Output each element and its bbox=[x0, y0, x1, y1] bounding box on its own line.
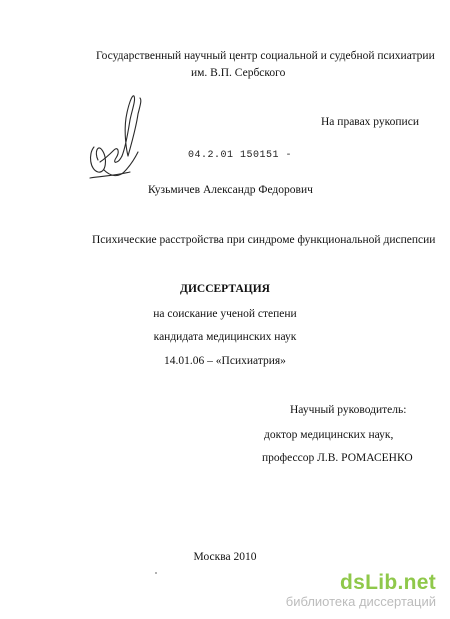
institution-line: Государственный научный центр социальной и судебной психиатрии bbox=[96, 50, 435, 62]
city-year: Москва 2010 bbox=[193, 551, 257, 563]
specialty-line: 14.01.06 – «Психиатрия» bbox=[164, 355, 286, 367]
signature-image bbox=[84, 92, 150, 192]
document-type: ДИССЕРТАЦИЯ bbox=[180, 283, 270, 295]
dissertation-title: Психические расстройства при синдроме функциональной диспепсии bbox=[92, 234, 436, 246]
rights-note: На правах рукописи bbox=[321, 116, 419, 128]
watermark-logo: dsLib.net bbox=[339, 571, 436, 594]
institution-name-line: им. В.П. Сербского bbox=[191, 67, 286, 79]
supervisor-degree: доктор медицинских наук, bbox=[264, 429, 394, 441]
supervisor-heading: Научный руководитель: bbox=[290, 404, 407, 416]
supervisor-name: профессор Л.В. РОМАСЕНКО bbox=[262, 452, 413, 464]
scan-speck bbox=[155, 572, 157, 574]
watermark bbox=[286, 572, 436, 609]
degree-line-1: на соискание ученой степени bbox=[153, 308, 297, 320]
degree-line-2: кандидата медицинских наук bbox=[153, 331, 297, 343]
watermark-subtitle: библиотека диссертаций bbox=[285, 594, 436, 609]
registration-stamp: 04.2.01 150151 - bbox=[188, 150, 293, 161]
author-name: Кузьмичев Александр Федорович bbox=[148, 184, 313, 196]
